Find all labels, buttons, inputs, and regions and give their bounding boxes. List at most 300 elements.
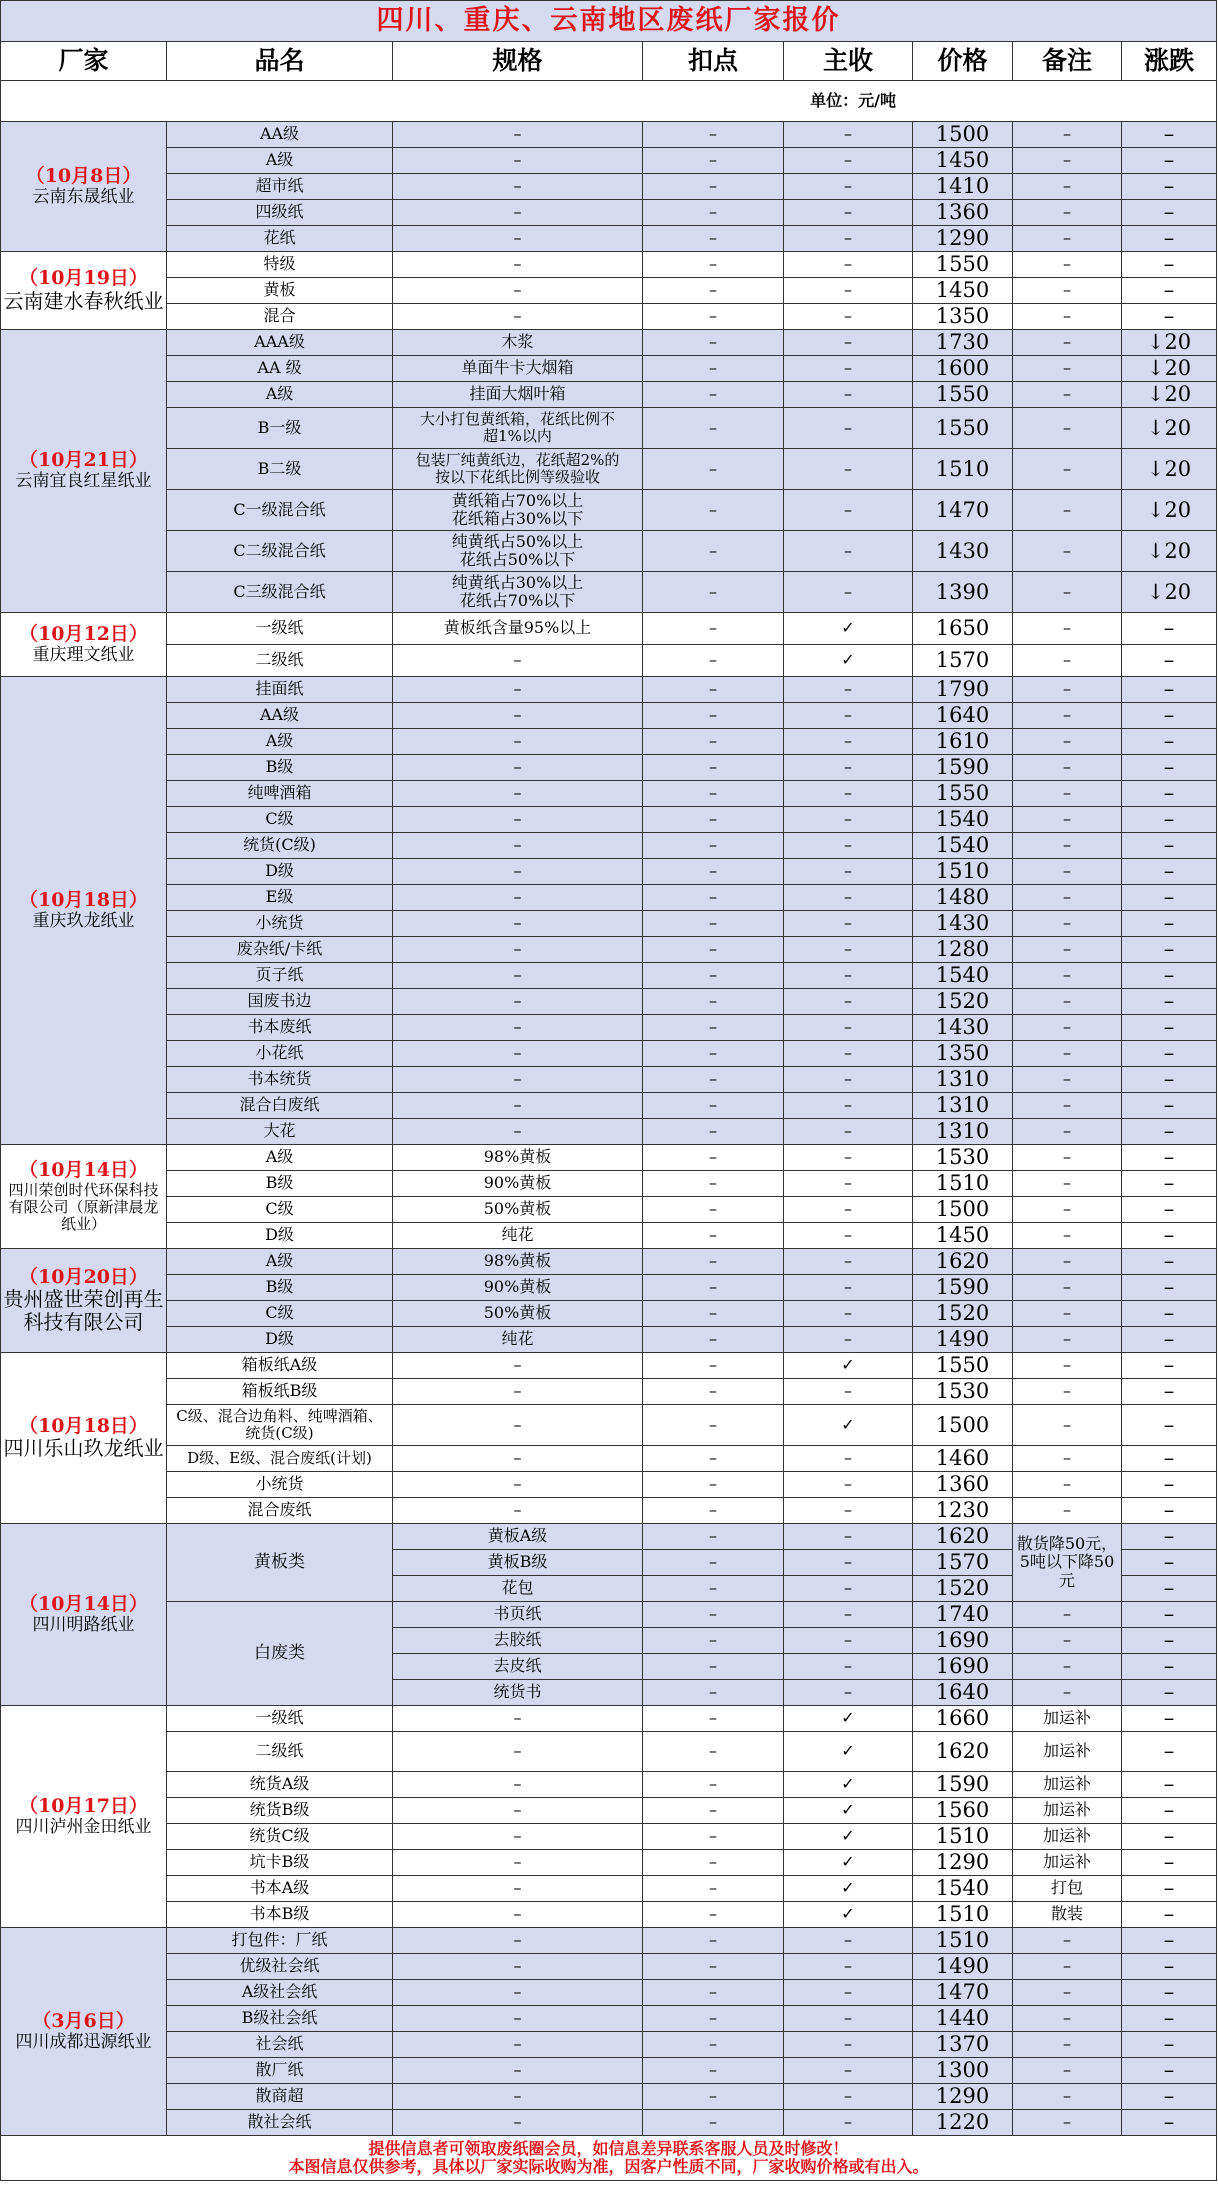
main-purchase: – [784,1576,913,1602]
spec: – [393,963,643,989]
change: – [1122,1249,1217,1275]
price: 1530 [913,1379,1013,1405]
product-name: 书本统货 [167,1067,393,1093]
change: – [1122,174,1217,200]
quote-date: （10月14日） [19,1158,148,1181]
change: – [1122,1498,1217,1524]
company-name: 四川泸州金田纸业 [15,1816,152,1837]
company-name: 云南东晟纸业 [32,186,135,207]
column-header: 规格 [393,42,643,81]
table-row [1,1446,1217,1472]
main-purchase: – [784,1654,913,1680]
spec: – [393,1954,643,1980]
change: – [1122,1015,1217,1041]
product-name: 散社会纸 [167,2110,393,2136]
deduction: – [643,1472,784,1498]
main-purchase: – [784,278,913,304]
spec: – [393,200,643,226]
spec: – [393,677,643,703]
header-row [1,42,1217,81]
change: – [1122,807,1217,833]
spec: – [393,2084,643,2110]
price: 1540 [913,833,1013,859]
table-row [1,1954,1217,1980]
company-cell [1,1706,167,1928]
price: 1280 [913,937,1013,963]
column-header: 扣点 [643,42,784,81]
price: 1540 [913,807,1013,833]
change: – [1122,1772,1217,1798]
spec: – [393,885,643,911]
company-cell [1,252,167,330]
deduction: – [643,449,784,490]
deduction: – [643,1602,784,1628]
change: – [1122,122,1217,148]
product-name: D级 [167,1223,393,1249]
deduction: – [643,304,784,330]
product-name: 四级纸 [167,200,393,226]
remark: – [1013,572,1122,613]
company-name: 四川荣创时代环保科技有限公司（原新津晨龙纸业） [8,1180,159,1234]
change: – [1122,1405,1217,1446]
price: 1740 [913,1602,1013,1628]
price: 1610 [913,729,1013,755]
table-row [1,1067,1217,1093]
deduction: – [643,1171,784,1197]
main-purchase: ✓ [784,645,913,677]
category-cell: 白废类 [167,1602,393,1706]
spec: – [393,755,643,781]
spec: – [393,1119,643,1145]
main-purchase: – [784,1119,913,1145]
spec: – [393,2110,643,2136]
change: – [1122,677,1217,703]
spec: – [393,2032,643,2058]
company-cell [1,677,167,1145]
deduction: – [643,729,784,755]
table-row [1,226,1217,252]
price: 1550 [913,382,1013,408]
main-purchase: – [784,1275,913,1301]
change: – [1122,645,1217,677]
product-name: 书本废纸 [167,1015,393,1041]
spec: – [393,1379,643,1405]
remark: – [1013,1223,1122,1249]
change: ↓20 [1122,382,1217,408]
main-purchase: – [784,122,913,148]
spec: – [393,1067,643,1093]
main-purchase: – [784,572,913,613]
change: – [1122,1576,1217,1602]
deduction: – [643,677,784,703]
deduction: – [643,2058,784,2084]
spec: – [393,1405,643,1446]
change: – [1122,1197,1217,1223]
remark: – [1013,122,1122,148]
deduction: – [643,781,784,807]
remark: – [1013,200,1122,226]
spec: – [393,1824,643,1850]
product-name: 打包件：厂纸 [167,1928,393,1954]
product-name: C二级混合纸 [167,531,393,572]
table-row [1,2032,1217,2058]
table-row [1,807,1217,833]
company-name: 四川乐山玖龙纸业 [3,1436,164,1461]
product-name: 统货A级 [167,1772,393,1798]
main-purchase: ✓ [784,1824,913,1850]
price: 1660 [913,1706,1013,1732]
deduction: – [643,2110,784,2136]
company-name: 四川成都迅源纸业 [15,2031,152,2052]
product-name: 书本A级 [167,1876,393,1902]
company-name: 贵州盛世荣创再生科技有限公司 [3,1287,164,1335]
spec: 花包 [393,1576,643,1602]
spec: 90%黄板 [393,1171,643,1197]
table-row [1,1405,1217,1446]
price: 1550 [913,408,1013,449]
change: – [1122,703,1217,729]
table-row [1,356,1217,382]
main-purchase: – [784,1628,913,1654]
price: 1410 [913,174,1013,200]
remark: – [1013,304,1122,330]
price: 1290 [913,1850,1013,1876]
deduction: – [643,1223,784,1249]
remark: – [1013,1405,1122,1446]
remark: – [1013,278,1122,304]
price: 1620 [913,1524,1013,1550]
price: 1470 [913,490,1013,531]
table-row [1,278,1217,304]
product-name: 小花纸 [167,1041,393,1067]
spec: 黄板B级 [393,1550,643,1576]
spec: – [393,304,643,330]
company-name: 云南建水春秋纸业 [3,288,164,313]
table-row [1,729,1217,755]
price: 1540 [913,963,1013,989]
main-purchase: ✓ [784,1405,913,1446]
deduction: – [643,1680,784,1706]
product-name: 挂面纸 [167,677,393,703]
product-name: 散厂纸 [167,2058,393,2084]
remark: – [1013,531,1122,572]
table-row [1,531,1217,572]
remark: – [1013,613,1122,645]
deduction: – [643,1654,784,1680]
deduction: – [643,1876,784,1902]
spec: – [393,1850,643,1876]
change: – [1122,937,1217,963]
deduction: – [643,122,784,148]
deduction: – [643,1954,784,1980]
deduction: – [643,859,784,885]
table-row [1,677,1217,703]
remark: – [1013,356,1122,382]
price: 1480 [913,885,1013,911]
deduction: – [643,1928,784,1954]
price: 1690 [913,1654,1013,1680]
spec: – [393,911,643,937]
remark: – [1013,755,1122,781]
deduction: – [643,885,784,911]
change: – [1122,1628,1217,1654]
price: 1590 [913,755,1013,781]
table-row [1,2110,1217,2136]
table-row [1,1524,1217,1550]
product-name: A级 [167,729,393,755]
product-name: A级 [167,382,393,408]
quote-date: （10月18日） [19,1414,148,1437]
product-name: 大花 [167,1119,393,1145]
remark: – [1013,382,1122,408]
table-row [1,1980,1217,2006]
spec: 木浆 [393,330,643,356]
change: – [1122,885,1217,911]
change: – [1122,613,1217,645]
company-cell [1,330,167,613]
spec: – [393,252,643,278]
product-name: A级 [167,1145,393,1171]
product-name: 超市纸 [167,174,393,200]
change: – [1122,755,1217,781]
spec: – [393,1353,643,1379]
product-name: 箱板纸A级 [167,1353,393,1379]
table-row [1,1706,1217,1732]
remark: – [1013,963,1122,989]
spec: – [393,1015,643,1041]
main-purchase: – [784,1327,913,1353]
spec: – [393,645,643,677]
deduction: – [643,1093,784,1119]
remark: – [1013,1249,1122,1275]
deduction: – [643,1524,784,1550]
change: – [1122,1902,1217,1928]
spec: – [393,1876,643,1902]
spec: – [393,937,643,963]
product-name: C级 [167,1197,393,1223]
deduction: – [643,1980,784,2006]
deduction: – [643,989,784,1015]
remark: 散货降50元，5吨以下降50元 [1013,1524,1122,1602]
product-name: 国废书边 [167,989,393,1015]
company-cell [1,1145,167,1249]
footer-row [1,2136,1217,2181]
spec: – [393,174,643,200]
deduction: – [643,408,784,449]
main-purchase: – [784,1249,913,1275]
company-name: 四川明路纸业 [32,1614,135,1635]
product-name: E级 [167,885,393,911]
spec: 包装厂纯黄纸边，花纸超2%的按以下花纸比例等级验收 [393,449,643,490]
price: 1650 [913,613,1013,645]
remark: – [1013,833,1122,859]
main-purchase: – [784,989,913,1015]
table-row [1,1197,1217,1223]
change: ↓20 [1122,531,1217,572]
remark: 散装 [1013,1902,1122,1928]
product-name: 花纸 [167,226,393,252]
main-purchase: – [784,200,913,226]
deduction: – [643,1015,784,1041]
change: ↓20 [1122,330,1217,356]
deduction: – [643,2032,784,2058]
table-row [1,382,1217,408]
change: – [1122,1550,1217,1576]
change: – [1122,2084,1217,2110]
remark: – [1013,1145,1122,1171]
spec: – [393,703,643,729]
deduction: – [643,1145,784,1171]
main-purchase: – [784,729,913,755]
price: 1500 [913,1197,1013,1223]
main-purchase: – [784,885,913,911]
product-name: 一级纸 [167,613,393,645]
main-purchase: – [784,911,913,937]
remark: – [1013,1472,1122,1498]
remark: – [1013,1954,1122,1980]
change: – [1122,1145,1217,1171]
product-name: AAA级 [167,330,393,356]
change: – [1122,1223,1217,1249]
table-row [1,885,1217,911]
main-purchase: – [784,1524,913,1550]
remark: – [1013,174,1122,200]
main-purchase: – [784,174,913,200]
change: – [1122,859,1217,885]
remark: – [1013,1119,1122,1145]
table-row [1,200,1217,226]
price: 1620 [913,1249,1013,1275]
change: – [1122,252,1217,278]
quote-date: （10月20日） [19,1265,148,1288]
remark: – [1013,252,1122,278]
price: 1540 [913,1876,1013,1902]
footer-note [1,2136,1217,2181]
price: 1450 [913,278,1013,304]
remark: – [1013,1353,1122,1379]
spec: – [393,1980,643,2006]
remark: 打包 [1013,1876,1122,1902]
deduction: – [643,1067,784,1093]
product-name: 统货C级 [167,1824,393,1850]
deduction: – [643,703,784,729]
spec: – [393,226,643,252]
table-row [1,1850,1217,1876]
change: – [1122,1850,1217,1876]
remark: – [1013,729,1122,755]
main-purchase: – [784,1197,913,1223]
remark: – [1013,1498,1122,1524]
main-purchase: – [784,449,913,490]
remark: – [1013,1041,1122,1067]
spec: 50%黄板 [393,1197,643,1223]
change: – [1122,1119,1217,1145]
product-name: C级、混合边角料、纯啤酒箱、统货(C级) [167,1405,393,1446]
price: 1510 [913,1171,1013,1197]
product-name: A级 [167,148,393,174]
product-name: 特级 [167,252,393,278]
spec: 黄板A级 [393,1524,643,1550]
price: 1590 [913,1275,1013,1301]
table-row [1,613,1217,645]
change: – [1122,1379,1217,1405]
remark: – [1013,449,1122,490]
deduction: – [643,1041,784,1067]
product-name: 箱板纸B级 [167,1379,393,1405]
deduction: – [643,148,784,174]
company-name: 云南宜良红星纸业 [15,471,152,492]
table-row [1,1379,1217,1405]
spec: – [393,989,643,1015]
table-row [1,645,1217,677]
deduction: – [643,807,784,833]
deduction: – [643,963,784,989]
main-purchase: – [784,833,913,859]
main-purchase: – [784,1498,913,1524]
change: – [1122,2006,1217,2032]
spec: – [393,1928,643,1954]
main-purchase: – [784,1301,913,1327]
price: 1510 [913,1824,1013,1850]
remark: – [1013,1067,1122,1093]
price: 1730 [913,330,1013,356]
product-name: C级 [167,1301,393,1327]
price: 1640 [913,703,1013,729]
remark: – [1013,330,1122,356]
product-name: 混合废纸 [167,1498,393,1524]
company-cell [1,1353,167,1524]
deduction: – [643,531,784,572]
change: – [1122,1067,1217,1093]
table-row [1,1928,1217,1954]
main-purchase: ✓ [784,1353,913,1379]
price: 1500 [913,1405,1013,1446]
change: – [1122,1654,1217,1680]
price: 1550 [913,781,1013,807]
deduction: – [643,1119,784,1145]
remark: – [1013,781,1122,807]
deduction: – [643,382,784,408]
main-purchase: – [784,1067,913,1093]
main-purchase: – [784,1954,913,1980]
product-name: 小统货 [167,911,393,937]
product-name: 页子纸 [167,963,393,989]
main-purchase: – [784,490,913,531]
spec: – [393,1093,643,1119]
spec: 98%黄板 [393,1249,643,1275]
price: 1390 [913,572,1013,613]
deduction: – [643,226,784,252]
remark: 加运补 [1013,1850,1122,1876]
product-name: 纯啤酒箱 [167,781,393,807]
change: – [1122,1093,1217,1119]
remark: – [1013,490,1122,531]
main-purchase: – [784,382,913,408]
main-purchase: – [784,2032,913,2058]
main-purchase: – [784,1041,913,1067]
main-purchase: – [784,1093,913,1119]
deduction: – [643,833,784,859]
deduction: – [643,1550,784,1576]
spec: 书页纸 [393,1602,643,1628]
remark: – [1013,1171,1122,1197]
deduction: – [643,1824,784,1850]
main-purchase: – [784,677,913,703]
price: 1510 [913,1928,1013,1954]
spec: – [393,122,643,148]
table-row [1,252,1217,278]
price: 1450 [913,148,1013,174]
